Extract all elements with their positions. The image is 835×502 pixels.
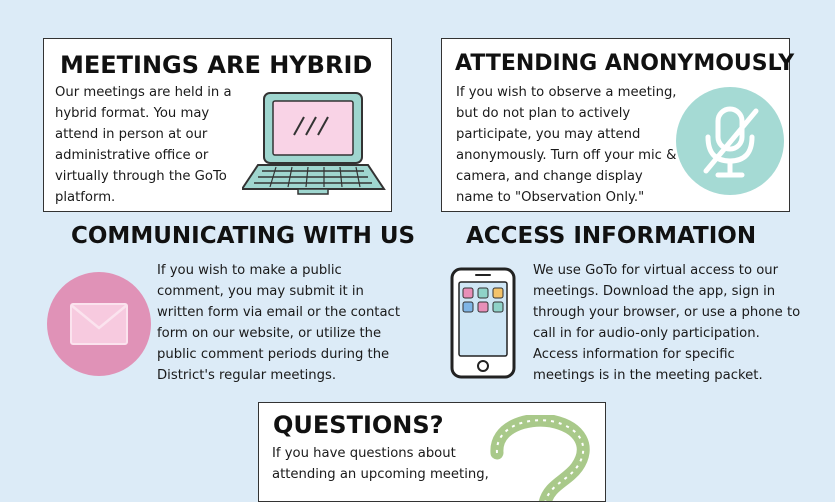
muted-microphone-icon: [676, 87, 784, 195]
card-body-hybrid: [55, 82, 232, 208]
text-line: written form via email or the contact: [157, 305, 400, 320]
text-line: hybrid format. You may: [55, 106, 210, 121]
card-meetings-hybrid: [43, 38, 392, 212]
text-line: attending an upcoming meeting,: [272, 467, 489, 482]
envelope-icon: [47, 272, 151, 376]
header-partial-text: [300, 0, 560, 8]
section-title-access: ACCESS INFORMATION: [466, 223, 757, 249]
text-line: name to "Observation Only.": [456, 190, 645, 205]
text-line: If you wish to observe a meeting,: [456, 85, 677, 100]
text-line: participate, you may attend: [456, 127, 641, 142]
text-line: virtually through the GoTo: [55, 169, 227, 184]
card-body-questions: [272, 443, 489, 485]
text-line: Our meetings are held in a: [55, 85, 232, 100]
section-body-access: [533, 260, 800, 386]
card-title-anonymous: ATTENDING ANONYMOUSLY: [455, 51, 795, 76]
text-line: comment, you may submit it in: [157, 284, 364, 299]
text-line: meetings is in the meeting packet.: [533, 368, 763, 383]
card-questions: [258, 402, 606, 502]
text-line: meetings. Download the app, sign in: [533, 284, 776, 299]
text-line: call in for audio-only participation.: [533, 326, 760, 341]
text-line: District's regular meetings.: [157, 368, 337, 383]
laptop-icon: [242, 89, 388, 199]
text-line: public comment periods during the: [157, 347, 390, 362]
question-mark-icon: [487, 415, 597, 502]
text-line: form on our website, or utilize the: [157, 326, 382, 341]
text-line: through your browser, or use a phone to: [533, 305, 801, 320]
text-line: platform.: [55, 190, 116, 205]
text-line: We use GoTo for virtual access to our: [533, 263, 779, 278]
card-title-questions: QUESTIONS?: [273, 411, 444, 439]
card-title-hybrid: MEETINGS ARE HYBRID: [60, 51, 373, 79]
text-line: If you have questions about: [272, 446, 456, 461]
smartphone-icon: [449, 266, 517, 380]
text-line: Access information for specific: [533, 347, 735, 362]
text-line: administrative office or: [55, 148, 209, 163]
text-line: anonymously. Turn off your mic &: [456, 148, 677, 163]
text-line: attend in person at our: [55, 127, 208, 142]
text-line: camera, and change display: [456, 169, 643, 184]
card-body-anonymous: [456, 82, 677, 208]
card-attending-anonymously: [441, 38, 795, 212]
section-body-communicating: [157, 260, 400, 386]
section-title-communicating: COMMUNICATING WITH US: [71, 223, 416, 249]
text-line: but do not plan to actively: [456, 106, 631, 121]
text-line: If you wish to make a public: [157, 263, 342, 278]
